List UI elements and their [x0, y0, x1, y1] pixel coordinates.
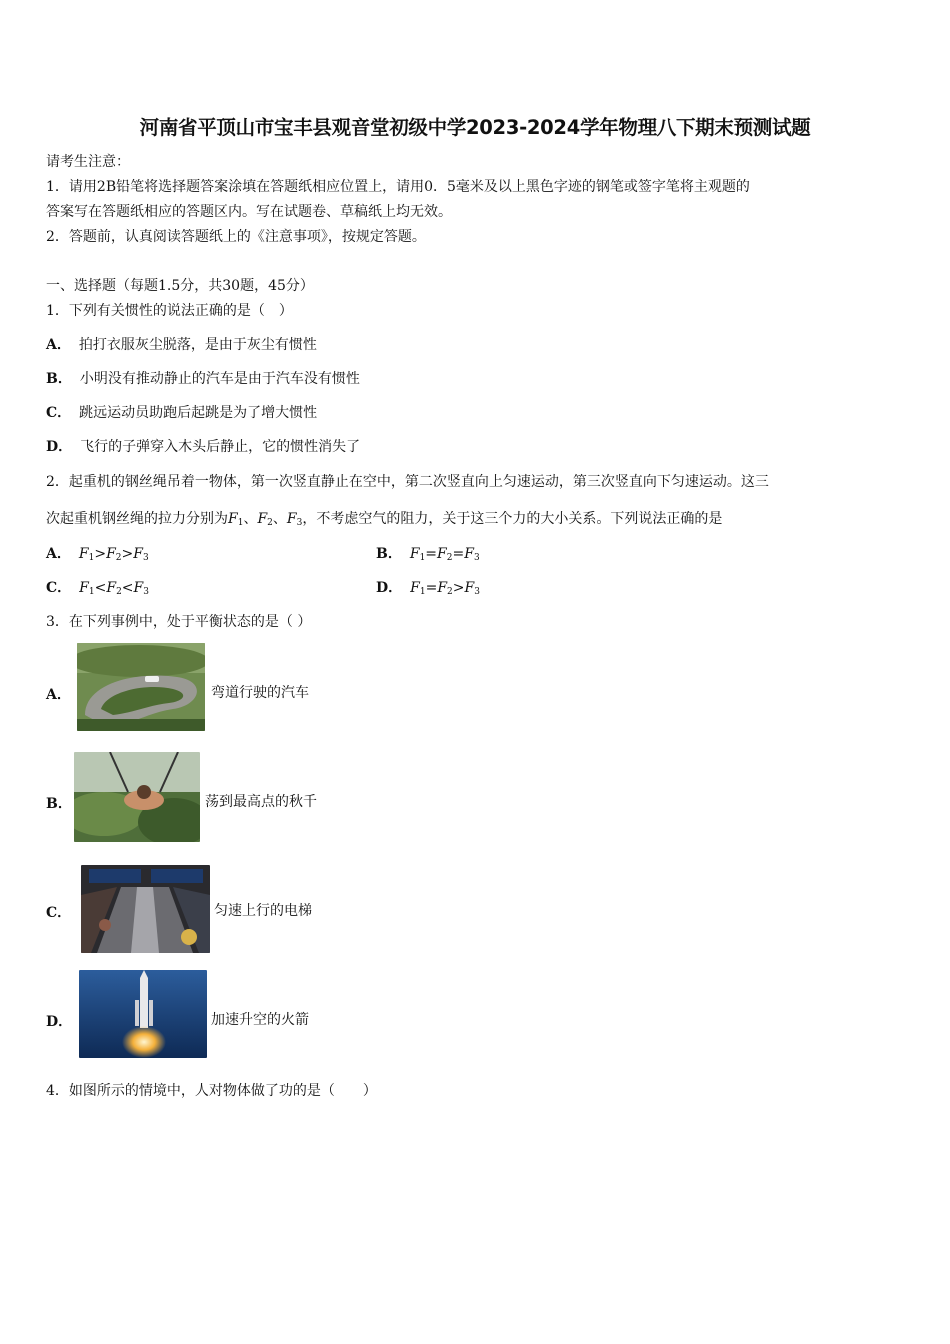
force-symbol: F — [133, 546, 143, 562]
operator: > — [452, 580, 465, 596]
stem-text: ，不考虑空气的阻力，关于这三个力的大小关系。下列说法正确的是 — [302, 511, 723, 527]
question-1-option-a — [46, 336, 317, 354]
option-text: 匀速上行的电梯 — [214, 903, 312, 919]
question-3-stem: 3．在下列事例中，处于平衡状态的是（ ） — [46, 614, 312, 630]
swing-photo — [74, 752, 200, 842]
option-letter: D． — [46, 439, 73, 455]
section-heading: 一、选择题（每题1.5分，共30题，45分） — [46, 278, 314, 294]
force-symbol: F — [106, 546, 116, 562]
notice-item-1-line-1: 1．请用2B铅笔将选择题答案涂填在答题纸相应位置上，请用0．5毫米及以上黑色字迹的钢笔或签字笔将主观题的 — [46, 179, 750, 195]
separator: 、 — [243, 511, 258, 527]
option-letter: B． — [46, 796, 72, 812]
force-symbol: F — [257, 511, 268, 527]
operator: > — [94, 546, 107, 562]
question-4-stem: 4．如图所示的情境中，人对物体做了功的是（ ） — [46, 1083, 377, 1099]
force-symbol: F — [437, 546, 447, 562]
operator: < — [94, 580, 107, 596]
curved-road-car-photo — [77, 643, 205, 731]
option-letter: B． — [376, 546, 402, 562]
option-letter: B． — [46, 371, 72, 387]
option-letter: C． — [46, 580, 72, 596]
option-text: 弯道行驶的汽车 — [211, 685, 309, 701]
subscript: 3 — [142, 553, 149, 563]
notice-item-2: 2．答题前，认真阅读答题纸上的《注意事项》，按规定答题。 — [46, 229, 426, 245]
subscript: 1 — [419, 587, 426, 597]
option-letter: A． — [46, 687, 71, 703]
force-symbol: F — [79, 580, 89, 596]
question-2-option-c — [46, 579, 149, 601]
notice-item-1-line-2: 答案写在答题纸相应的答题区内。写在试题卷、草稿纸上均无效。 — [46, 204, 452, 220]
option-letter: D． — [376, 580, 403, 596]
force-symbol: F — [78, 546, 89, 562]
operator: = — [425, 546, 438, 562]
force-symbol: F — [409, 546, 420, 562]
operator: < — [121, 580, 134, 596]
operator: > — [121, 546, 134, 562]
question-2-stem-line-1: 2．起重机的钢丝绳吊着一物体，第一次竖直静止在空中，第二次竖直向上匀速运动，第三次竖直向下匀速运动。这三 — [46, 474, 769, 490]
subscript: 2 — [446, 553, 453, 563]
page-title: 河南省平顶山市宝丰县观音堂初级中学2023-2024学年物理八下期末预测试题 — [139, 116, 811, 139]
subscript: 2 — [115, 553, 122, 563]
option-text: 荡到最高点的秋千 — [205, 794, 317, 810]
option-letter: C． — [46, 905, 72, 921]
notice-heading: 请考生注意： — [46, 154, 130, 170]
subscript: 2 — [267, 518, 273, 528]
stem-text: 次起重机钢丝绳的拉力分别为 — [46, 511, 228, 527]
subscript: 1 — [88, 553, 95, 563]
force-symbol: F — [133, 580, 144, 596]
rocket-launch-photo — [79, 970, 207, 1058]
option-letter: D． — [46, 1014, 73, 1030]
subscript: 3 — [296, 518, 303, 528]
question-2-stem-line-2 — [46, 510, 722, 532]
question-2-option-b — [376, 545, 480, 567]
question-1-stem: 1．下列有关惯性的说法正确的是（ ） — [46, 303, 293, 319]
operator: = — [452, 546, 465, 562]
option-text: 加速升空的火箭 — [211, 1012, 309, 1028]
question-1-option-b — [46, 370, 360, 388]
separator: 、 — [272, 511, 287, 527]
question-2-option-d — [376, 579, 480, 601]
escalator-photo — [81, 865, 210, 953]
subscript: 2 — [447, 587, 453, 597]
option-letter: A． — [46, 546, 71, 562]
option-text: 小明没有推动静止的汽车是由于汽车没有惯性 — [79, 371, 360, 387]
operator: = — [425, 580, 438, 596]
subscript: 3 — [474, 587, 480, 597]
force-symbol: F — [286, 511, 297, 527]
force-symbol: F — [437, 580, 448, 596]
subscript: 1 — [419, 553, 426, 563]
question-2-option-a — [46, 545, 149, 567]
subscript: 2 — [116, 587, 122, 597]
question-1-option-c — [46, 404, 317, 422]
option-letter: C． — [46, 405, 72, 421]
force-symbol: F — [106, 580, 117, 596]
question-1-option-d — [46, 438, 360, 456]
option-text: 跳远运动员助跑后起跳是为了增大惯性 — [79, 405, 318, 421]
subscript: 3 — [473, 553, 480, 563]
force-symbol: F — [410, 580, 420, 596]
force-symbol: F — [464, 580, 475, 596]
option-letter: A． — [46, 337, 71, 353]
subscript: 1 — [237, 518, 244, 528]
subscript: 1 — [88, 587, 95, 597]
option-text: 飞行的子弹穿入木头后静止，它的惯性消失了 — [80, 439, 361, 455]
option-text: 拍打衣服灰尘脱落，是由于灰尘有惯性 — [78, 337, 317, 353]
force-symbol: F — [228, 511, 238, 527]
subscript: 3 — [143, 587, 149, 597]
force-symbol: F — [464, 546, 474, 562]
